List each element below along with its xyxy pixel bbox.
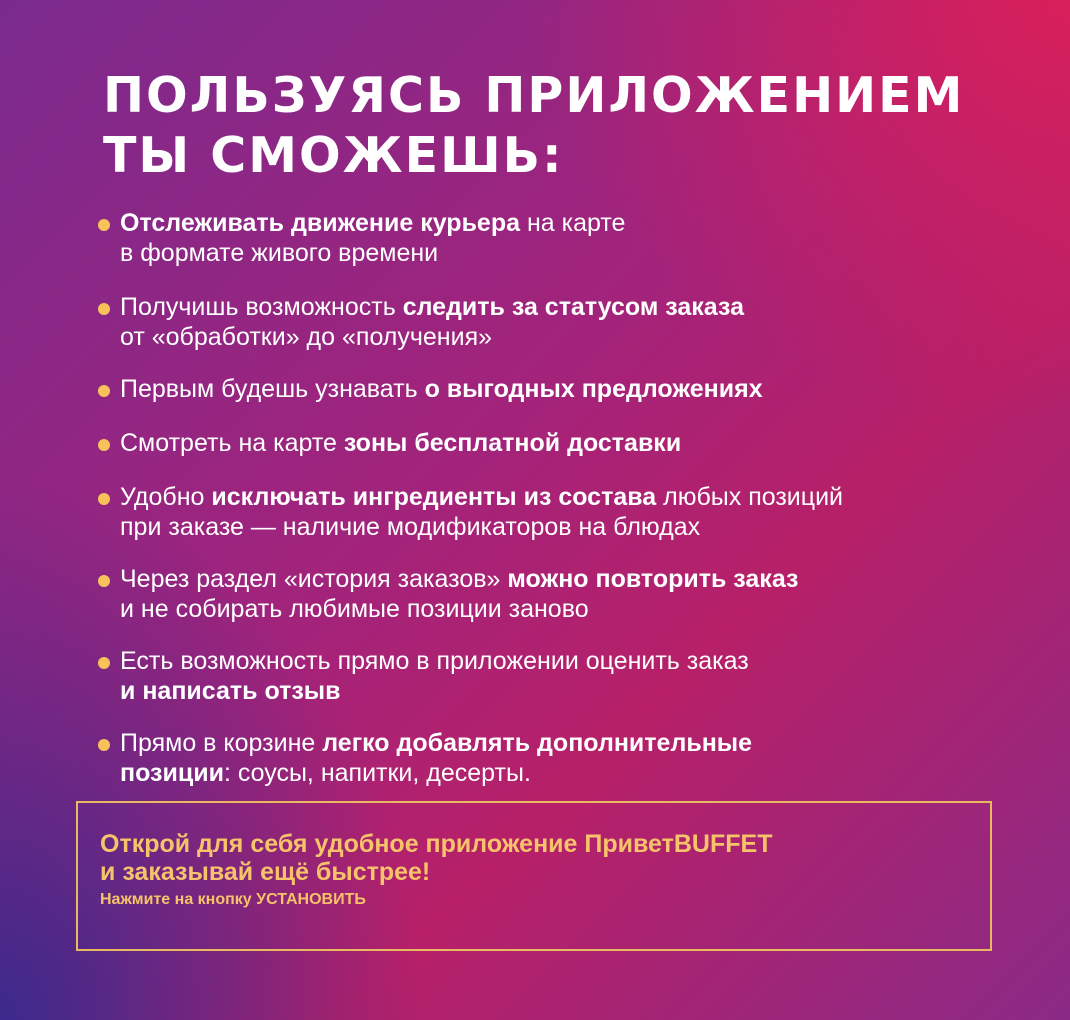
feature-item (98, 564, 1038, 624)
feature-text: Прямо в корзине (120, 729, 323, 757)
feature-text: Есть возможность прямо в приложении оценить заказ (120, 647, 749, 675)
feature-item (98, 646, 1038, 706)
title-line-1: ПОЛЬЗУЯСЬ ПРИЛОЖЕНИЕМ (103, 67, 965, 124)
feature-item (98, 428, 1038, 458)
feature-highlight: и написать отзыв (120, 677, 341, 705)
bullet-dot-icon (98, 303, 110, 315)
feature-line (98, 728, 1038, 758)
promo-line-1: Открой для себя удобное приложение ПриветBUFFET (100, 830, 773, 858)
bullet-dot-icon (98, 385, 110, 397)
poster-title (103, 66, 964, 186)
feature-text: в формате живого времени (120, 239, 439, 267)
feature-highlight: позиции (120, 759, 224, 787)
feature-highlight: Отслеживать движение курьера (120, 209, 521, 237)
feature-line (98, 322, 1038, 352)
promo-line-2: и заказывай ещё быстрее! (100, 858, 431, 886)
feature-highlight: зоны бесплатной доставки (343, 429, 682, 457)
feature-text: Удобно (120, 483, 212, 511)
feature-line (98, 676, 1038, 706)
bullet-dot-icon (98, 439, 110, 451)
feature-item (98, 292, 1038, 352)
feature-line (98, 646, 1038, 676)
feature-item (98, 208, 1038, 268)
bullet-dot-icon (98, 219, 110, 231)
title-line-2: ТЫ СМОЖЕШЬ: (103, 127, 564, 184)
feature-highlight: можно повторить заказ (507, 565, 799, 593)
bullet-dot-icon (98, 739, 110, 751)
feature-item (98, 374, 1038, 404)
promo-box (76, 801, 992, 951)
feature-line (98, 758, 1038, 788)
feature-highlight: следить за статусом заказа (402, 293, 744, 321)
feature-text: Получишь возможность (120, 293, 403, 321)
feature-text: на карте (520, 209, 626, 237)
bullet-dot-icon (98, 657, 110, 669)
feature-line (98, 238, 1038, 268)
feature-line (98, 564, 1038, 594)
feature-item (98, 728, 1038, 788)
feature-line (98, 512, 1038, 542)
feature-line (98, 208, 1038, 238)
feature-line (98, 428, 1038, 458)
feature-highlight: легко добавлять дополнительные (322, 729, 753, 757)
feature-text: от «обработки» до «получения» (120, 323, 493, 351)
feature-line (98, 594, 1038, 624)
feature-highlight: исключать ингредиенты из состава (211, 483, 657, 511)
feature-line (98, 482, 1038, 512)
feature-text: любых позиций (656, 483, 844, 511)
feature-text: при заказе — наличие модификаторов на блюдах (120, 513, 701, 541)
feature-item (98, 482, 1038, 542)
feature-text: и не собирать любимые позиции заново (120, 595, 589, 623)
feature-text: : соусы, напитки, десерты. (223, 759, 531, 787)
feature-text: Через раздел «история заказов» (120, 565, 508, 593)
feature-line (98, 374, 1038, 404)
bullet-dot-icon (98, 575, 110, 587)
feature-highlight: о выгодных предложениях (424, 375, 763, 403)
bullet-dot-icon (98, 493, 110, 505)
install-hint: Нажмите на кнопку УСТАНОВИТЬ (100, 891, 366, 908)
feature-text: Первым будешь узнавать (120, 375, 425, 403)
feature-text: Смотреть на карте (120, 429, 344, 457)
feature-line (98, 292, 1038, 322)
